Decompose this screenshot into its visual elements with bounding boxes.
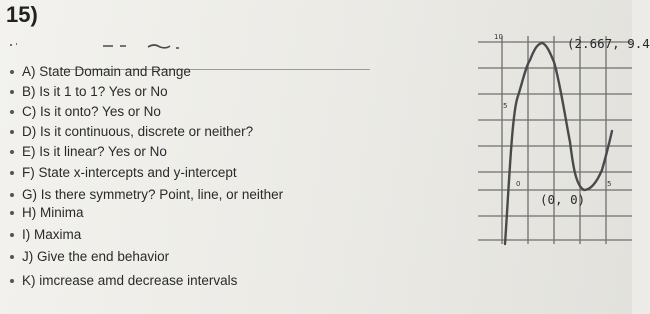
- bullet: [10, 279, 14, 283]
- question-a-text: State Domain and Range: [39, 64, 191, 79]
- question-h: [0, 205, 84, 220]
- bullet: [10, 90, 14, 94]
- bullet: [10, 255, 14, 259]
- question-c: [0, 104, 161, 119]
- question-g-text: Is there symmetry? Point, line, or neither: [40, 187, 284, 202]
- question-c-text: Is it onto? Yes or No: [40, 104, 161, 119]
- maximum-point-label: (2.667, 9.4: [567, 36, 650, 51]
- question-b: [0, 84, 168, 99]
- question-f: [0, 165, 237, 180]
- bullet: [10, 171, 14, 175]
- bullet: [10, 70, 14, 74]
- question-a: [0, 64, 191, 79]
- question-e: [0, 144, 167, 159]
- problem-number: 15): [6, 2, 38, 27]
- question-e-letter: E): [22, 144, 36, 159]
- question-k-text: imcrease amd decrease intervals: [39, 273, 238, 288]
- y-tick-10: 10: [494, 33, 503, 41]
- question-b-text: Is it 1 to 1? Yes or No: [39, 84, 168, 99]
- question-h-letter: H): [22, 205, 37, 220]
- bullet: [10, 211, 14, 215]
- x-tick-5: 5: [607, 180, 612, 188]
- question-k-letter: K): [22, 273, 36, 288]
- erased-handwriting-mark: [8, 36, 188, 52]
- origin-point-label: (0, 0): [540, 192, 586, 207]
- question-j-text: Give the end behavior: [37, 249, 170, 264]
- question-i-text: Maxima: [34, 227, 82, 242]
- function-graph: [478, 26, 632, 248]
- question-g: [0, 187, 283, 202]
- question-h-text: Minima: [40, 205, 84, 220]
- question-g-letter: G): [22, 187, 37, 202]
- bullet: [10, 193, 14, 197]
- question-j: [0, 249, 169, 264]
- bullet: [10, 130, 14, 134]
- question-k: [0, 273, 237, 288]
- question-e-text: Is it linear? Yes or No: [39, 144, 167, 159]
- question-b-letter: B): [22, 84, 36, 99]
- question-f-text: State x-intercepts and y-intercept: [38, 165, 237, 180]
- bullet: [10, 110, 14, 114]
- question-d-letter: D): [22, 124, 37, 139]
- question-a-letter: A): [22, 64, 36, 79]
- y-tick-5: 5: [503, 102, 508, 110]
- question-j-letter: J): [22, 249, 34, 264]
- function-curve: [505, 43, 612, 244]
- question-c-letter: C): [22, 104, 37, 119]
- question-d: [0, 124, 253, 139]
- bullet: [10, 150, 14, 154]
- question-f-letter: F): [22, 165, 35, 180]
- bullet: [10, 233, 14, 237]
- origin-tick: 0: [516, 180, 521, 188]
- question-d-text: Is it continuous, discrete or neither?: [40, 124, 254, 139]
- question-i-letter: I): [22, 227, 31, 242]
- question-i: [0, 227, 81, 242]
